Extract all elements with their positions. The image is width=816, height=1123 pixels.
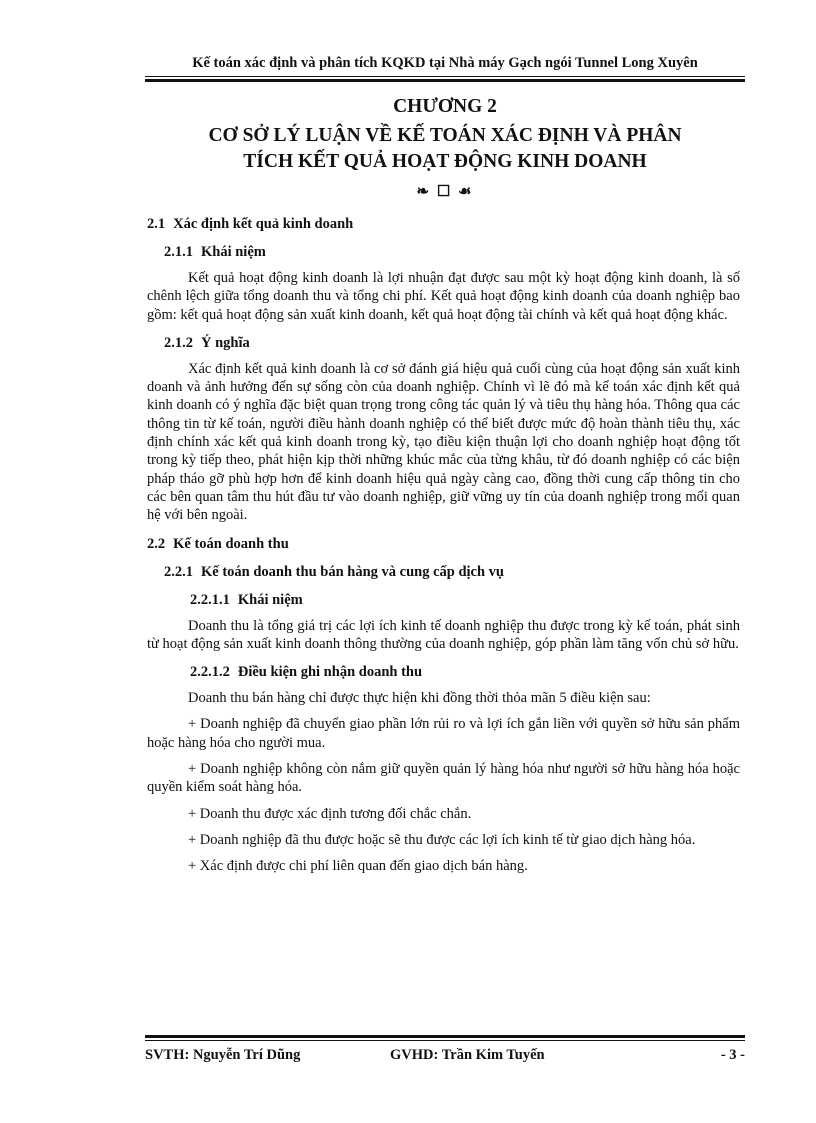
heading-2-2-1-1 bbox=[147, 589, 740, 611]
paragraph: Kết quả hoạt động kinh doanh là lợi nhuận đạt được sau một kỳ hoạt động kinh doanh, là số chênh lệch giữa tổng doanh thu và tổng chi phí. Kết quả hoạt động kinh doanh của doanh nghiệp bao gồm: kết quả hoạt động sản xuất kinh doanh, kết quả hoạt động tài chính và kết quả hoạt động khác. bbox=[147, 270, 740, 323]
heading-text: Điều kiện ghi nhận doanh thu bbox=[237, 664, 423, 681]
chapter-title-line2: TÍCH KẾT QUẢ HOẠT ĐỘNG KINH DOANH bbox=[243, 151, 647, 172]
heading-text: Ý nghĩa bbox=[201, 334, 250, 351]
ornament-divider bbox=[145, 182, 745, 201]
list-item: + Doanh nghiệp đã thu được hoặc sẽ thu được các lợi ích kinh tế từ giao dịch hàng hóa. bbox=[188, 831, 696, 848]
page-number: - 3 - bbox=[720, 1047, 745, 1063]
heading-number: 2.2.1.2 bbox=[190, 664, 230, 681]
footer-rule bbox=[145, 1035, 745, 1041]
body-content bbox=[147, 213, 740, 884]
list-item: + Doanh nghiệp không còn nắm giữ quyền quản lý hàng hóa như người sở hữu hàng hóa hoặc quyền kiểm soát hàng hóa. bbox=[147, 761, 740, 796]
list-item: + Doanh thu được xác định tương đối chắc chắn. bbox=[188, 805, 472, 822]
paragraph: Xác định kết quả kinh doanh là cơ sở đánh giá hiệu quả cuối cùng của hoạt động sản xuất kinh doanh và ảnh hưởng đến sự sống còn của doanh nghiệp. Chính vì lẽ đó mà kế toán xác định kết quả kinh doanh có ý nghĩa đặc biệt quan trọng trong công tác quản lý và tiêu thụ hàng hóa. Thông qua các thông tin từ kế toán, người điều hành doanh nghiệp có thể biết được mức độ hoàn thành tiêu thụ, xác định chính xác kết quả kinh doanh trong kỳ, tạo điều kiện thuận lợi cho doanh nghiệp hoạt động tốt trong kỳ tiếp theo, phát hiện kịp thời những khúc mắc của từng khâu, từ đó doanh nghiệp có các biện pháp tháo gỡ phù hợp hơn để kinh doanh hiệu quả ngày càng cao, đồng thời cung cấp thông tin cho các bên quan tâm thu hút đầu tư vào doanh nghiệp, giữ vững uy tín của doanh nghiệp trong mối quan hệ với bên ngoài. bbox=[147, 360, 740, 524]
footer-advisor: GVHD: Trần Kim Tuyến bbox=[390, 1047, 545, 1063]
heading-number: 2.1 bbox=[147, 216, 166, 232]
heading-number: 2.1.1 bbox=[164, 244, 193, 260]
heading-text: Xác định kết quả kinh doanh bbox=[173, 216, 354, 232]
heading-number: 2.2 bbox=[147, 535, 166, 552]
heading-number: 2.1.2 bbox=[164, 334, 193, 351]
paragraph: Doanh thu là tổng giá trị các lợi ích kinh tế doanh nghiệp thu được trong kỳ kế toán, phát sinh từ hoạt động sản xuất kinh doanh thông thường của doanh nghiệp, góp phần làm tăng vốn chủ sở hữu. bbox=[147, 617, 740, 652]
heading-2-2-1 bbox=[147, 561, 740, 583]
heading-2-1 bbox=[147, 213, 740, 235]
footer-student: SVTH: Nguyễn Trí Dũng bbox=[145, 1047, 301, 1063]
heading-number: 2.2.1 bbox=[164, 563, 193, 580]
heading-text: Khái niệm bbox=[237, 591, 303, 608]
ornament-glyphs: ❧ ☐ ☙ bbox=[416, 184, 474, 200]
heading-number: 2.2.1.1 bbox=[190, 591, 230, 608]
heading-2-2 bbox=[147, 533, 740, 555]
heading-2-1-2 bbox=[147, 332, 740, 354]
list-item: + Xác định được chi phí liên quan đến giao dịch bán hàng. bbox=[188, 858, 528, 875]
chapter-title bbox=[145, 123, 745, 175]
heading-text: Khái niệm bbox=[201, 244, 266, 260]
running-header: Kế toán xác định và phân tích KQKD tại Nhà máy Gạch ngói Tunnel Long Xuyên bbox=[192, 55, 698, 71]
header-rule bbox=[145, 76, 745, 82]
heading-text: Kế toán doanh thu bán hàng và cung cấp dịch vụ bbox=[201, 563, 504, 580]
list-item: + Doanh nghiệp đã chuyển giao phần lớn rủi ro và lợi ích gắn liền với quyền sở hữu sản phẩm hoặc hàng hóa cho người mua. bbox=[147, 716, 740, 751]
chapter-label: CHƯƠNG 2 bbox=[393, 96, 497, 117]
chapter-title-line1: CƠ SỞ LÝ LUẬN VỀ KẾ TOÁN XÁC ĐỊNH VÀ PHÂN bbox=[208, 125, 682, 146]
heading-2-2-1-2 bbox=[147, 661, 740, 683]
paragraph: Doanh thu bán hàng chỉ được thực hiện khi đồng thời thỏa mãn 5 điều kiện sau: bbox=[188, 690, 651, 707]
heading-2-1-1 bbox=[147, 241, 740, 263]
heading-text: Kế toán doanh thu bbox=[173, 535, 289, 552]
